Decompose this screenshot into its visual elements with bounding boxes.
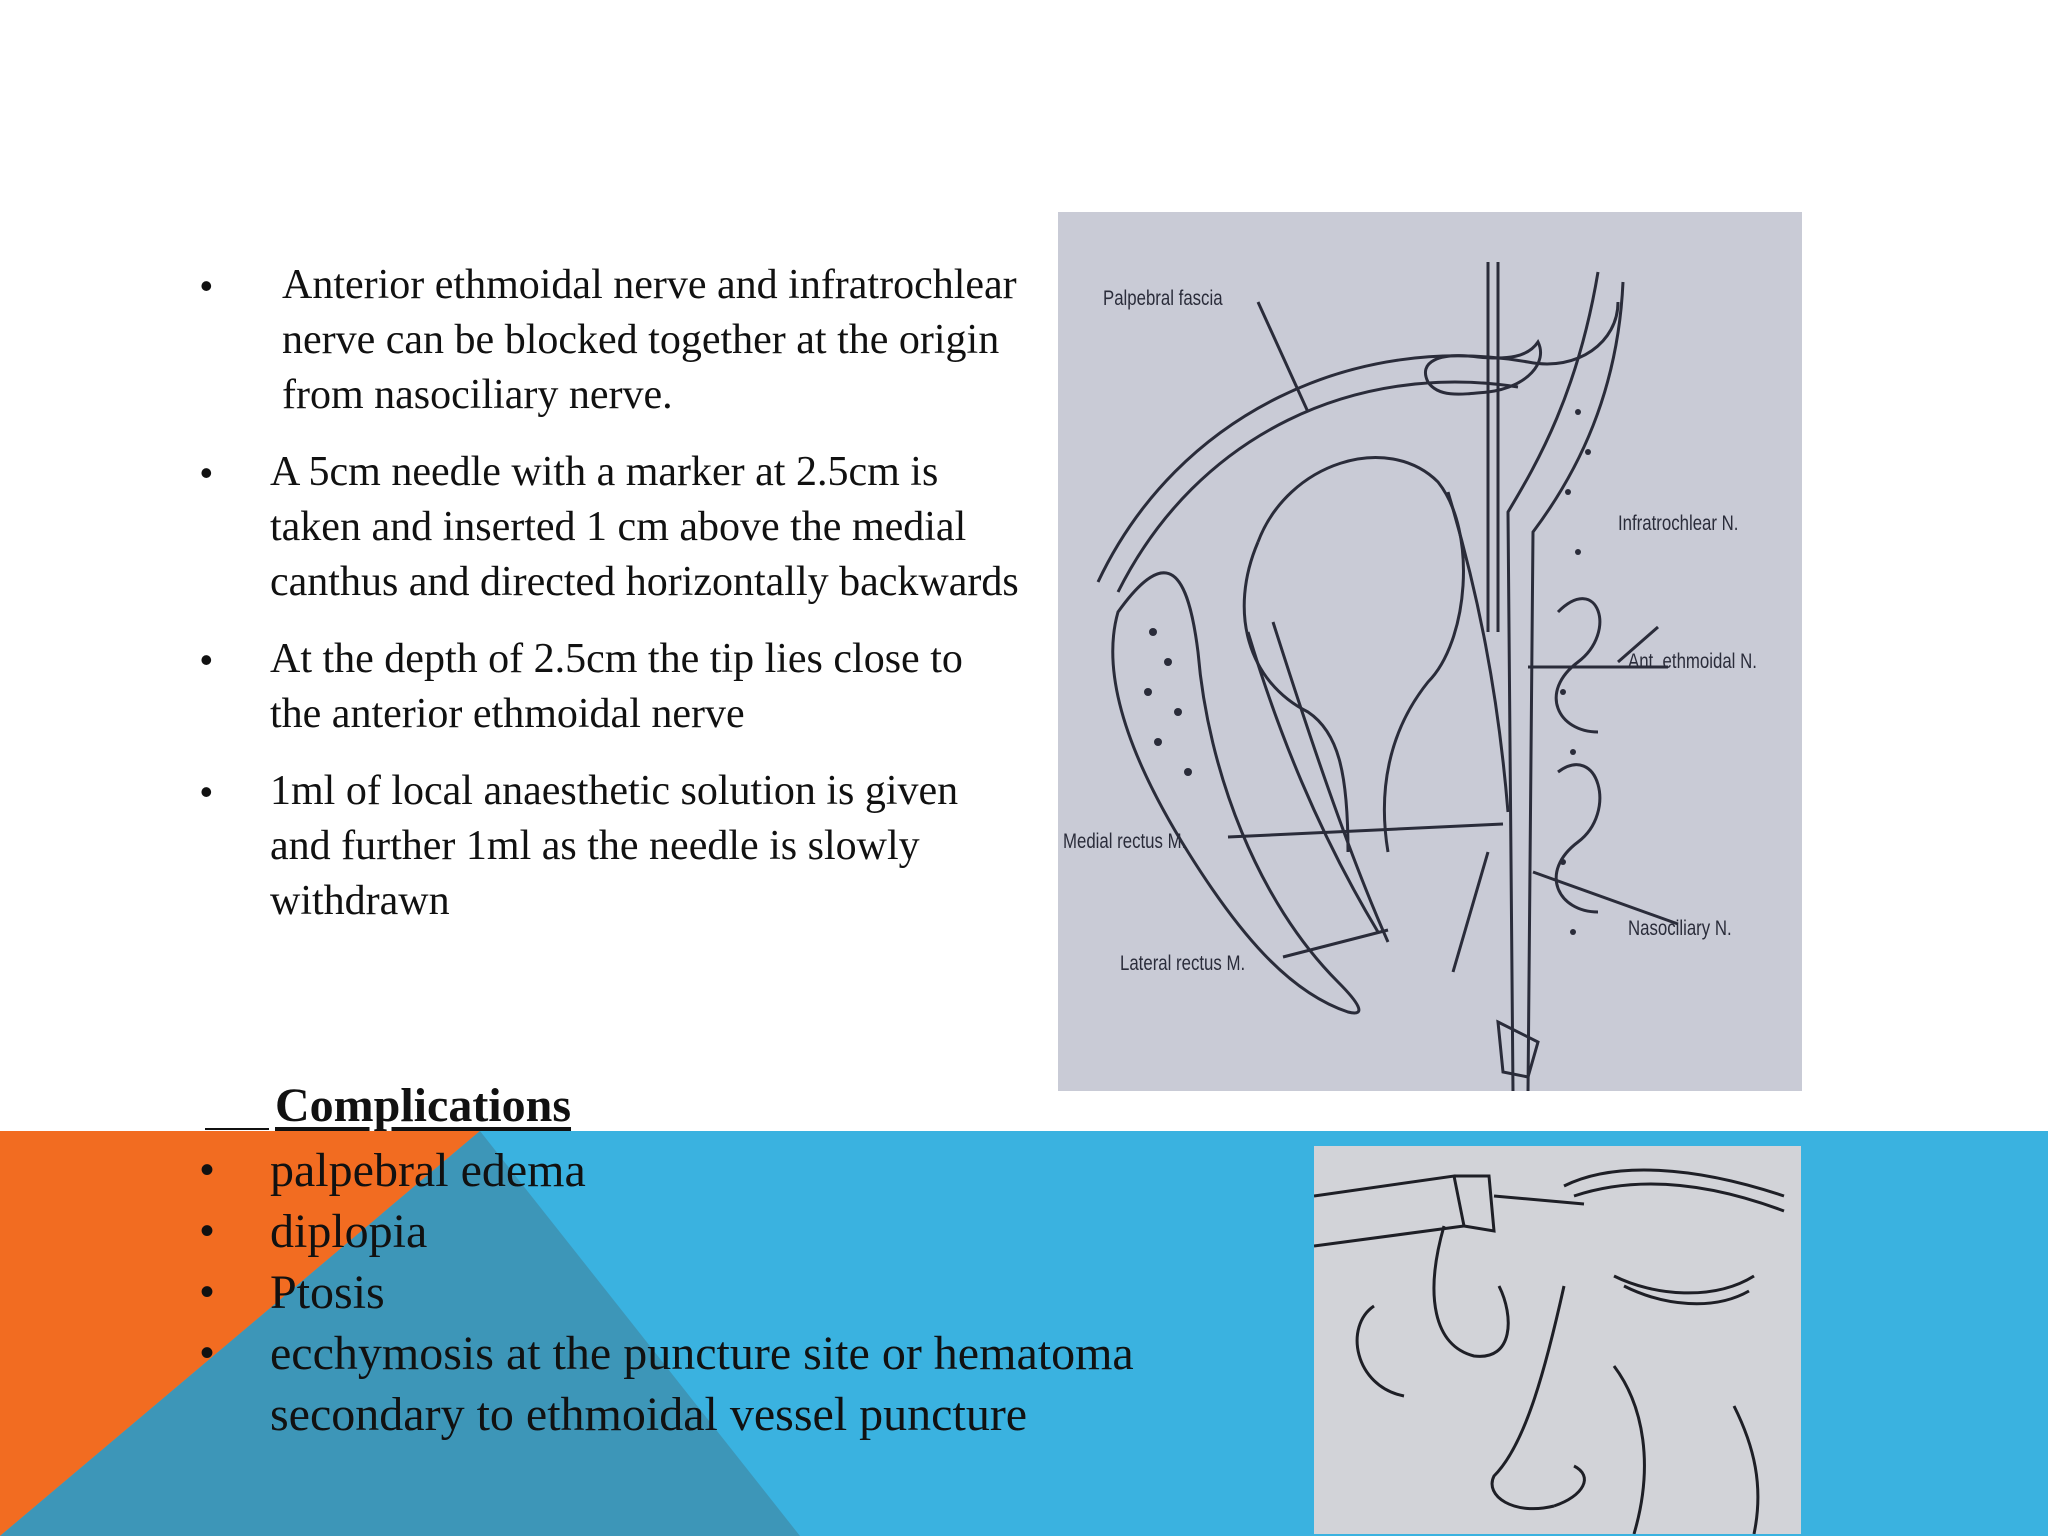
bullet-item: • A 5cm needle with a marker at 2.5cm is taken and inserted 1 cm above the medial canthus and directed horizontally backwards [200,445,1020,610]
procedure-bullet-list [200,258,1020,951]
complication-item: • Ptosis [200,1262,1150,1323]
complication-item: • diplopia [200,1201,1150,1262]
bullet-item: • At the depth of 2.5cm the tip lies close to the anterior ethmoidal nerve [200,632,1020,742]
label-lateral-rectus: Lateral rectus M. [1120,952,1246,975]
complications-list [200,1140,1150,1445]
bullet-item: • 1ml of local anaesthetic solution is given and further 1ml as the needle is slowly withdrawn [200,764,1020,929]
bullet-item: • Anterior ethmoidal nerve and infratrochlear nerve can be blocked together at the origin from nasociliary nerve. [200,258,1020,423]
label-palpebral-fascia: Palpebral fascia [1103,287,1223,310]
heading-underline-lead [205,1078,269,1130]
complication-item: • palpebral edema [200,1140,1150,1201]
label-medial-rectus: Medial rectus M. [1063,830,1187,853]
injection-illustration [1314,1146,1801,1534]
label-ant-ethmoidal-nerve: Ant. ethmoidal N. [1628,650,1757,673]
complications-heading: Complications [205,1078,571,1134]
label-nasociliary-nerve: Nasociliary N. [1628,917,1732,940]
label-infratrochlear-nerve: Infratrochlear N. [1618,512,1739,535]
complication-item: • ecchymosis at the puncture site or hematoma secondary to ethmoidal vessel puncture [200,1323,1150,1445]
injection-drawing [1314,1146,1801,1534]
orbit-anatomy-figure [1058,212,1802,1091]
